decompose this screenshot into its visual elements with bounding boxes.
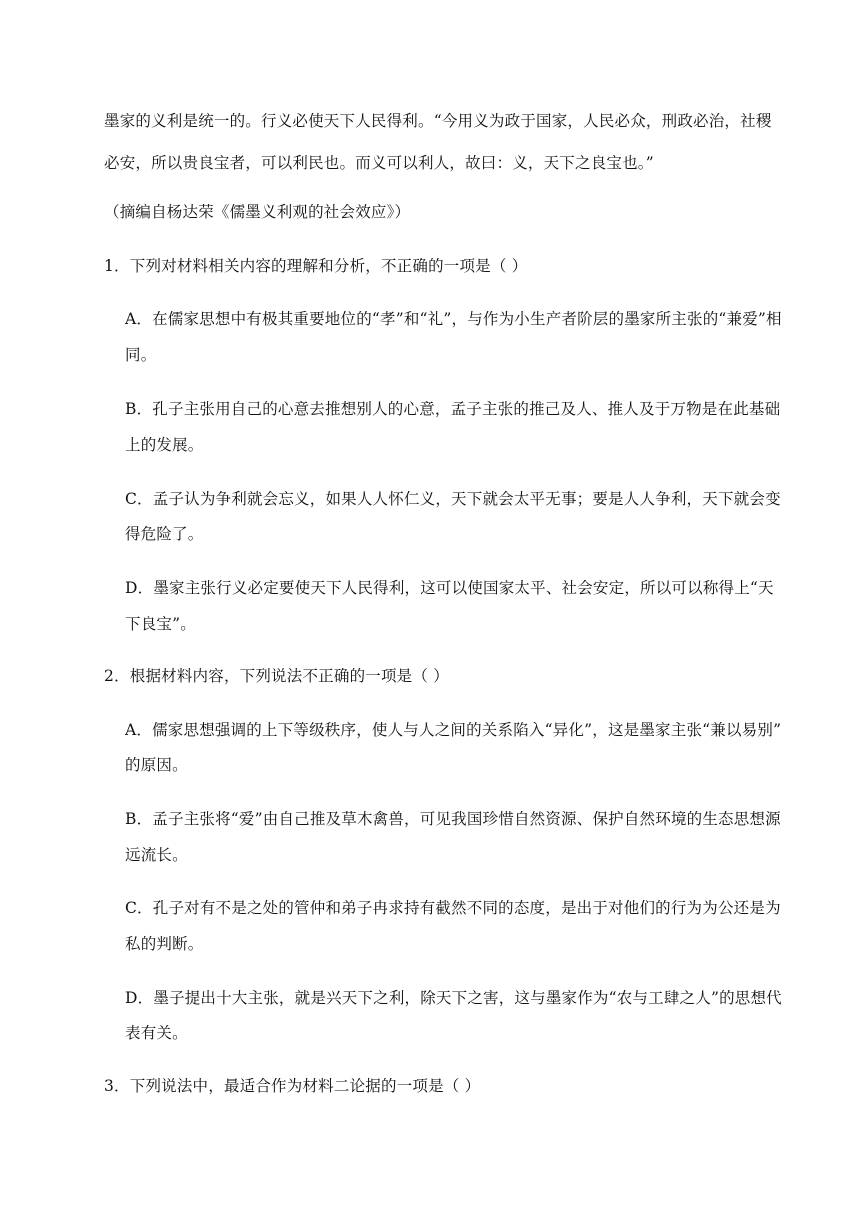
question-1-stem: 1．下列对材料相关内容的理解和分析，不正确的一项是（ ） xyxy=(104,257,528,275)
passage-line-2: 必安，所以贵良宝者，可以利民也。而义可以利人，故曰：义，天下之良宝也。” xyxy=(104,154,654,172)
question-2-option-c-line-2: 私的判断。 xyxy=(125,935,204,953)
question-1-option-c-line-1: C．孟子认为争利就会忘义，如果人人怀仁义，天下就会太平无事；要是人人争利，天下就会变 xyxy=(125,490,781,508)
question-1-option-a-line-2: 同。 xyxy=(125,346,157,364)
question-2-option-b-line-2: 远流长。 xyxy=(125,846,188,864)
passage-source: （摘编自杨达荣《儒墨义利观的社会效应》） xyxy=(104,203,411,221)
question-1-option-b-line-1: B．孔子主张用自己的心意去推想别人的心意，孟子主张的推己及人、推人及于万物是在此基础 xyxy=(125,400,781,418)
passage-line-1: 墨家的义利是统一的。行义必使天下人民得利。“今用义为政于国家，人民必众，刑政必治，社稷 xyxy=(104,112,772,130)
question-2-option-b-line-1: B．孟子主张将“爱”由自己推及草木禽兽，可见我国珍惜自然资源、保护自然环境的生态思想源 xyxy=(125,810,781,828)
question-1-option-d-line-2: 下良宝”。 xyxy=(125,615,196,633)
question-2-option-a-line-1: A．儒家思想强调的上下等级秩序，使人与人之间的关系陷入“异化”，这是墨家主张“兼以易别” xyxy=(125,721,782,739)
question-1-option-c-line-2: 得危险了。 xyxy=(125,525,204,543)
question-2-option-a-line-2: 的原因。 xyxy=(125,756,188,774)
question-2-option-c-line-1: C．孔子对有不是之处的管仲和弟子冉求持有截然不同的态度，是出于对他们的行为为公还是为 xyxy=(125,899,781,917)
question-3-stem: 3．下列说法中，最适合作为材料二论据的一项是（ ） xyxy=(104,1077,481,1095)
question-1-option-d-line-1: D．墨家主张行义必定要使天下人民得利，这可以使国家太平、社会安定，所以可以称得上“天 xyxy=(125,579,774,597)
question-2-stem: 2．根据材料内容，下列说法不正确的一项是（ ） xyxy=(104,667,449,685)
question-2-option-d-line-1: D．墨子提出十大主张，就是兴天下之利，除天下之害，这与墨家作为“农与工肆之人”的思想代 xyxy=(125,989,782,1007)
question-1-option-a-line-1: A．在儒家思想中有极其重要地位的“孝”和“礼”，与作为小生产者阶层的墨家所主张的“兼爱”相 xyxy=(125,310,782,328)
question-2-option-d-line-2: 表有关。 xyxy=(125,1024,188,1042)
question-1-option-b-line-2: 上的发展。 xyxy=(125,436,204,454)
